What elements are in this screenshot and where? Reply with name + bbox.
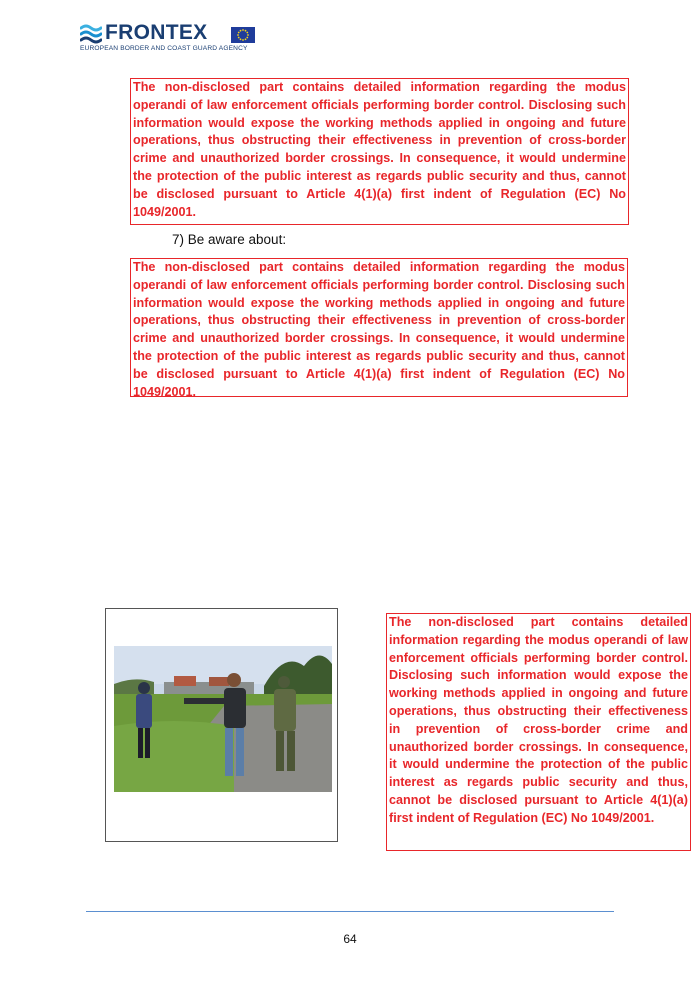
logo-wordmark: FRONTEX bbox=[105, 21, 208, 44]
list-item-7: 7) Be aware about: bbox=[172, 232, 287, 247]
photo-frame bbox=[105, 608, 338, 842]
page-number: 64 bbox=[343, 932, 357, 946]
redaction-notice-2: The non-disclosed part contains detailed information regarding the modus operandi of law enforcement officials performing border control. Disclosing such information would expose the working methods applied in ongoing and future operations, thus obstructing their effectiveness in prevention of cross-border crime and unauthorized border crossings. In consequence, it would undermine the protection of the public interest as regards public security and thus, cannot be disclosed pursuant to Article 4(1)(a) first indent of Regulation (EC) No 1049/2001. bbox=[130, 258, 628, 397]
border-control-photo bbox=[114, 646, 332, 792]
eu-flag-icon bbox=[231, 27, 255, 43]
frontex-wave-icon bbox=[80, 24, 102, 44]
logo-subtitle: EUROPEAN BORDER AND COAST GUARD AGENCY bbox=[80, 45, 248, 52]
footer-rule bbox=[86, 911, 614, 912]
frontex-logo bbox=[80, 21, 270, 56]
redaction-notice-1: The non-disclosed part contains detailed information regarding the modus operandi of law enforcement officials performing border control. Disclosing such information would expose the working methods applied in ongoing and future operations, thus obstructing their effectiveness in prevention of cross-border crime and unauthorized border crossings. In consequence, it would undermine the protection of the public interest as regards public security and thus, cannot be disclosed pursuant to Article 4(1)(a) first indent of Regulation (EC) No 1049/2001. bbox=[130, 78, 629, 225]
redaction-notice-3: The non-disclosed part contains detailed information regarding the modus operandi of law enforcement officials performing border control. Disclosing such information would expose the working methods applied in ongoing and future operations, thus obstructing their effectiveness in prevention of cross-border crime and unauthorized border crossings. In consequence, it would undermine the protection of the public interest as regards public security and thus, cannot be disclosed pursuant to Article 4(1)(a) first indent of Regulation (EC) No 1049/2001. bbox=[386, 613, 691, 851]
